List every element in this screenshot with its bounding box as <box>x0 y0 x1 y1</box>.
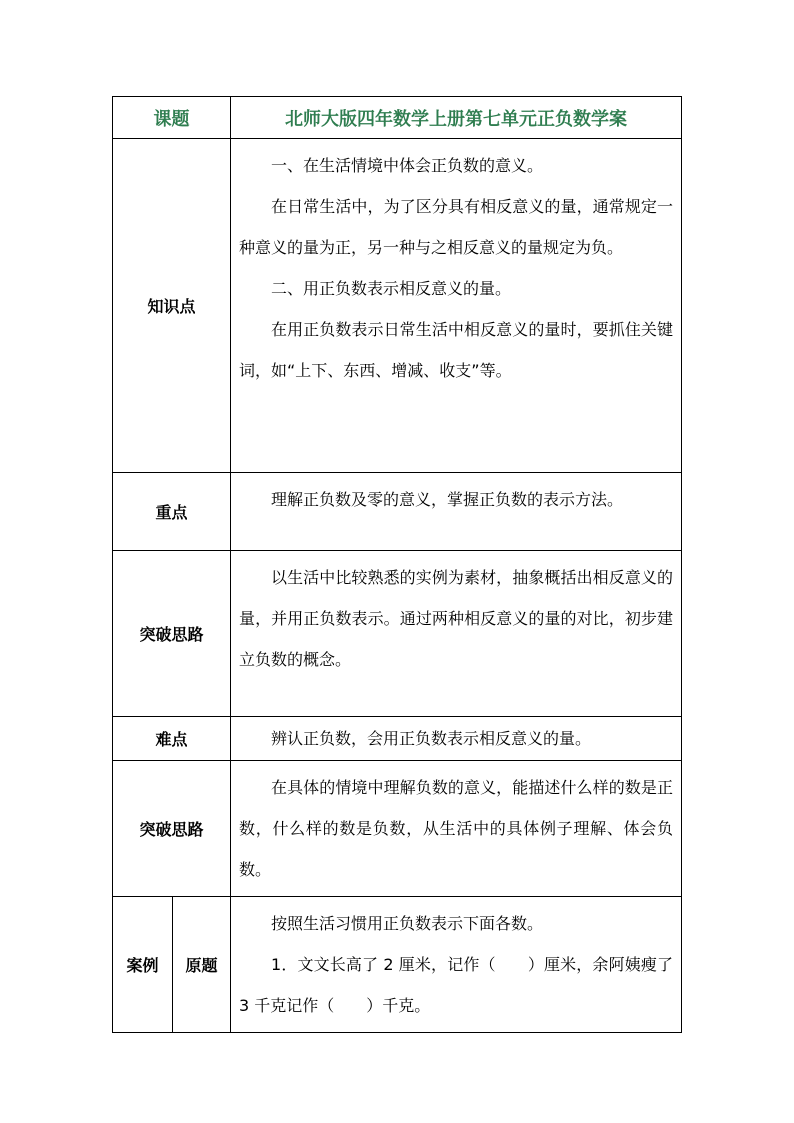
title-label: 课题 <box>113 97 231 139</box>
breakthrough-label-2: 突破思路 <box>113 761 231 897</box>
key-point-content <box>231 473 682 551</box>
breakthrough-text-2: 在具体的情境中理解负数的意义，能描述什么样的数是正数，什么样的数是负数，从生活中的具体例子理解、体会负数。 <box>239 778 673 879</box>
case-paragraph: 按照生活习惯用正负数表示下面各数。 <box>271 914 544 933</box>
knowledge-paragraph: 一、在生活情境中体会正负数的意义。 <box>271 156 544 175</box>
page-title: 北师大版四年数学上册第七单元正负数学案 <box>231 97 682 139</box>
knowledge-content <box>231 139 682 473</box>
breakthrough-content-2 <box>231 761 682 897</box>
knowledge-paragraph: 在用正负数表示日常生活中相反意义的量时，要抓住关键词，如“上下、东西、增减、收支”等。 <box>239 320 673 380</box>
key-point-row <box>113 473 682 551</box>
breakthrough-row-1 <box>113 551 682 717</box>
breakthrough-text-1: 以生活中比较熟悉的实例为素材，抽象概括出相反意义的量，并用正负数表示。通过两种相反意义的量的对比，初步建立负数的概念。 <box>239 568 673 669</box>
breakthrough-row-2 <box>113 761 682 897</box>
difficulty-label: 难点 <box>113 717 231 761</box>
breakthrough-label-1: 突破思路 <box>113 551 231 717</box>
original-question-label: 原题 <box>173 897 231 1033</box>
knowledge-paragraph: 在日常生活中，为了区分具有相反意义的量，通常规定一种意义的量为正，另一种与之相反意义的量规定为负。 <box>239 197 673 257</box>
key-point-label: 重点 <box>113 473 231 551</box>
case-row <box>113 897 682 1033</box>
knowledge-label: 知识点 <box>113 139 231 473</box>
key-point-text: 理解正负数及零的意义，掌握正负数的表示方法。 <box>271 490 624 509</box>
difficulty-row <box>113 717 682 761</box>
case-content <box>231 897 682 1033</box>
knowledge-paragraph: 二、用正负数表示相反意义的量。 <box>271 279 512 298</box>
case-label: 案例 <box>113 897 173 1033</box>
difficulty-text: 辨认正负数，会用正负数表示相反意义的量。 <box>271 729 592 748</box>
case-paragraph: 1．文文长高了 2 厘米，记作（ ）厘米，余阿姨瘦了 3 千克记作（ ）千克。 <box>239 955 673 1015</box>
breakthrough-content-1 <box>231 551 682 717</box>
lesson-plan-table <box>112 96 682 1033</box>
title-row <box>113 97 682 139</box>
knowledge-row <box>113 139 682 473</box>
difficulty-content <box>231 717 682 761</box>
